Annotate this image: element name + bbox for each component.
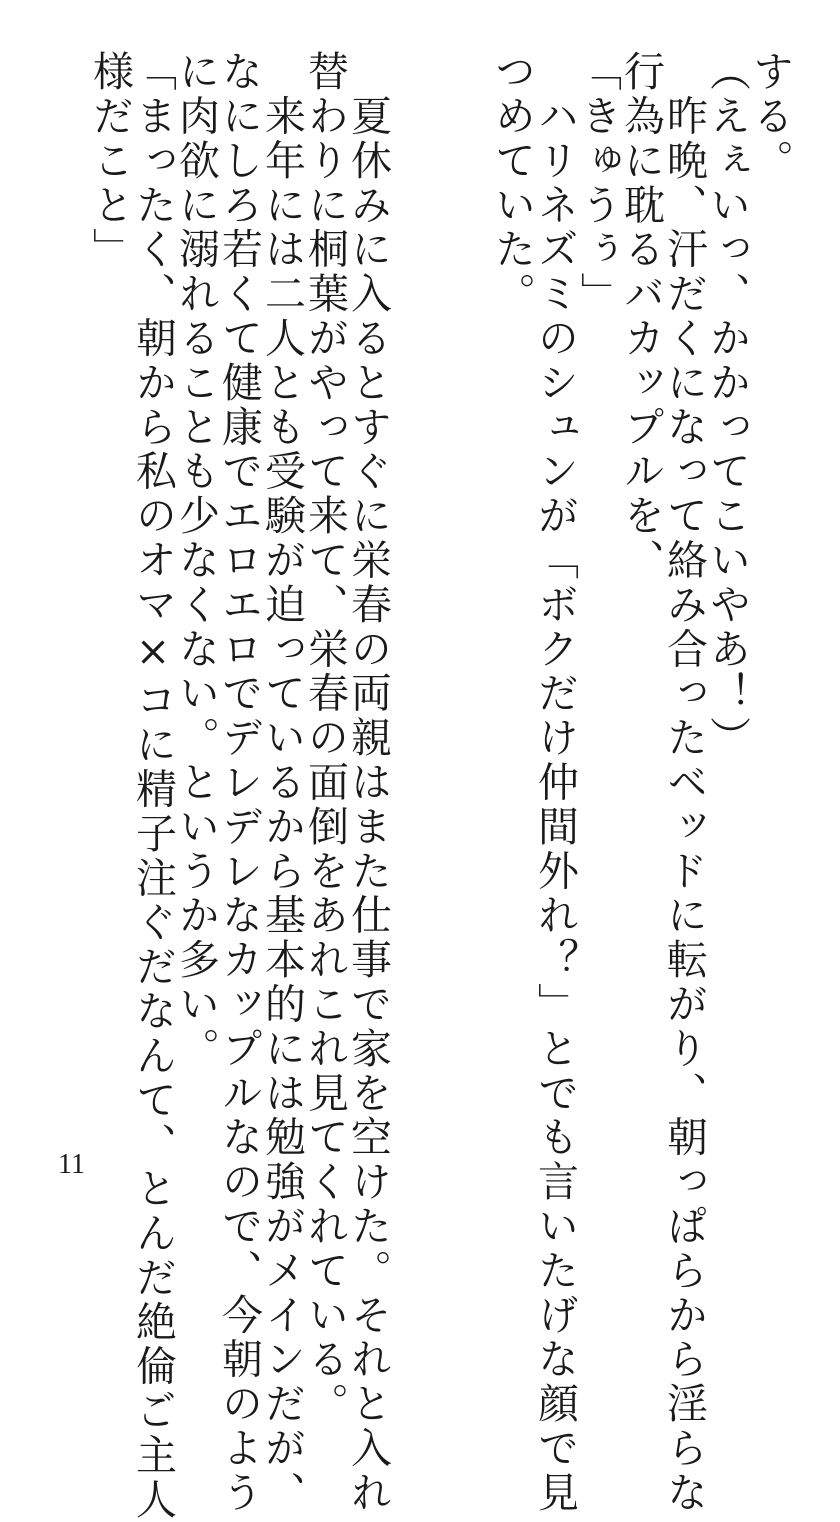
text-line-7: つめていた。	[488, 50, 536, 317]
text-line-15: 様だこと」	[86, 50, 134, 272]
text-line-11: 来年には二人とも受験が迫っているから基本的には勉強がメインだが、	[258, 50, 306, 1516]
text-line-3: 昨晩、汗だくになって絡み合ったベッドに転がり、朝っぱらから淫らな	[660, 50, 708, 1516]
text-line-1: する。	[746, 50, 794, 184]
text-line-10: 替わりに桐葉がやって来て、栄春の面倒をあれこれ見てくれている。	[301, 50, 349, 1427]
text-line-6: ハリネズミのシュンが「ボクだけ仲間外れ？」とでも言いたげな顔で見	[531, 50, 579, 1516]
text-line-13: に肉欲に溺れることも少なくない。というか多い。	[172, 50, 220, 1072]
text-line-14: 「まったく、朝から私のオマ×コに精子注ぐだなんて、とんだ絶倫ご主人	[129, 50, 177, 1522]
text-line-2: （えぇいっ、かかってこいやあ！）	[703, 50, 751, 761]
text-line-5: 「きゅうぅ」	[574, 50, 622, 317]
text-line-12: なにしろ若くて健康でエロエロでデレデレなカップルなので、今朝のよう	[215, 50, 263, 1516]
text-line-9: 夏休みに入るとすぐに栄春の両親はまた仕事で家を空けた。それと入れ	[344, 50, 392, 1516]
text-line-4: 行為に耽るバカップルを、	[617, 50, 665, 583]
page-number: 11	[58, 1149, 85, 1180]
